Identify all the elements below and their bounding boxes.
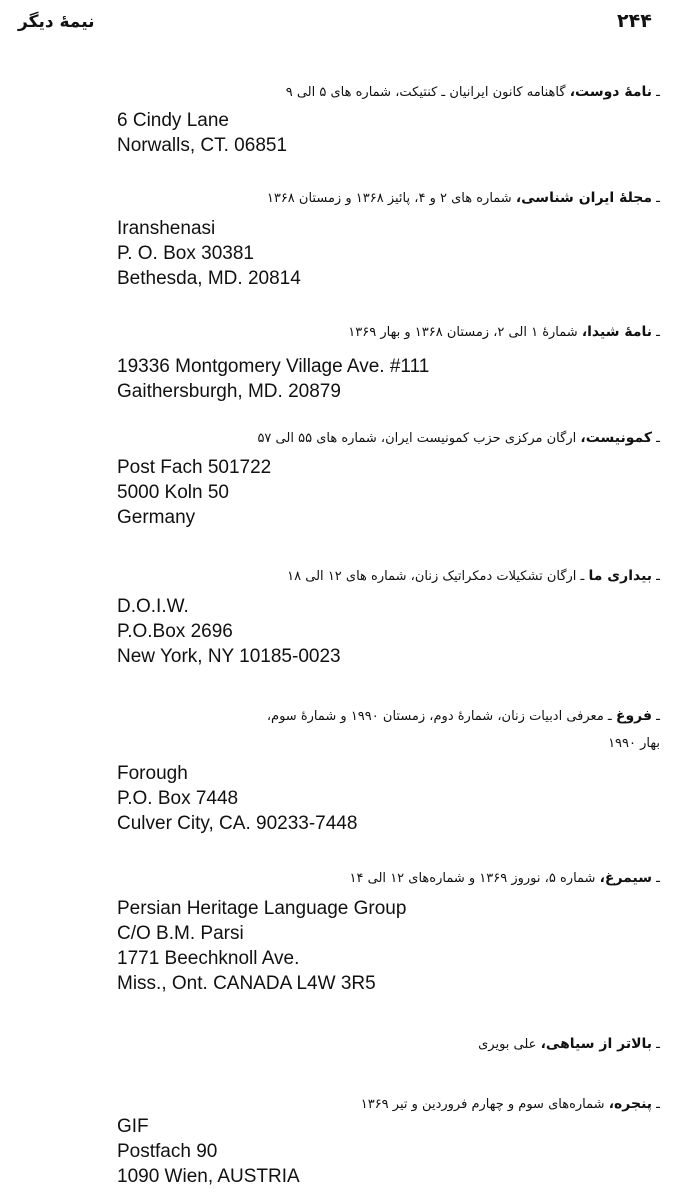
publication-title: کمونیست،: [580, 430, 653, 446]
address-line: Iranshenasi: [117, 218, 216, 239]
address-line: Postfach 90: [117, 1141, 218, 1162]
address-line: 6 Cindy Lane: [117, 110, 229, 131]
publication-title: بیداری ما: [588, 568, 653, 584]
address-line: Culver City, CA. 90233-7448: [117, 813, 358, 834]
address-line: Bethesda, MD. 20814: [117, 268, 301, 289]
address-line: 19336 Montgomery Village Ave. #111: [117, 356, 430, 377]
address-block: [117, 761, 357, 836]
publication-title: پنجره،: [608, 1096, 653, 1112]
address-line: P.O.Box 2696: [117, 621, 233, 642]
entry-heading: ـ فروغ ـ معرفی ادبیات زنان، شمارهٔ دوم، زمستان ۱۹۹۰ و شمارهٔ سوم،: [266, 708, 660, 724]
address-line: Germany: [117, 507, 196, 528]
publication-desc: علی بویری: [478, 1037, 537, 1052]
address-block: [117, 455, 271, 530]
publication-desc: شمارهٔ ۱ الی ۲، زمستان ۱۳۶۸ و بهار ۱۳۶۹: [348, 325, 578, 340]
address-block: [117, 594, 341, 669]
publication-desc: شماره های ۲ و ۴، پائیز ۱۳۶۸ و زمستان ۱۳۶۸: [266, 191, 512, 206]
address-block: [117, 216, 301, 291]
publication-title: سیمرغ،: [599, 870, 653, 886]
address-line: D.O.I.W.: [117, 596, 189, 617]
entry-heading: ـ کمونیست، ارگان مرکزی حزب کمونیست ایران، شماره های ۵۵ الی ۵۷: [257, 430, 660, 446]
entry-heading: ـ نامهٔ دوست، گاهنامه کانون ایرانیان ـ کنتیکت، شماره های ۵ الی ۹: [285, 84, 660, 100]
publication-desc: ارگان مرکزی حزب کمونیست ایران، شماره های ۵۵ الی ۵۷: [257, 431, 577, 446]
entry-heading: ـ نامهٔ شیدا، شمارهٔ ۱ الی ۲، زمستان ۱۳۶۸ و بهار ۱۳۶۹: [348, 324, 660, 340]
address-line: P. O. Box 30381: [117, 243, 254, 264]
publication-desc: شماره‌های سوم و چهارم فروردین و تیر ۱۳۶۹: [360, 1097, 605, 1112]
entry-heading: ـ بالاتر از سیاهی، علی بویری: [478, 1036, 660, 1052]
publication-title: نامهٔ شیدا،: [581, 324, 653, 340]
address-line: Miss., Ont. CANADA L4W 3R5: [117, 973, 376, 994]
entry-heading: ـ مجلهٔ ایران شناسی، شماره های ۲ و ۴، پائیز ۱۳۶۸ و زمستان ۱۳۶۸: [266, 190, 660, 206]
entry-heading-continuation: بهار ۱۹۹۰: [608, 736, 660, 751]
address-line: Norwalls, CT. 06851: [117, 135, 288, 156]
entry-heading: ـ پنجره، شماره‌های سوم و چهارم فروردین و تیر ۱۳۶۹: [360, 1096, 660, 1112]
entry-heading: ـ سیمرغ، شماره ۵، نوروز ۱۳۶۹ و شماره‌های ۱۲ الی ۱۴: [349, 870, 660, 886]
publication-title: مجلهٔ ایران شناسی،: [515, 190, 653, 206]
publication-title: نامهٔ دوست،: [569, 84, 653, 100]
publication-title: فروغ: [615, 708, 653, 724]
address-line: 5000 Koln 50: [117, 482, 229, 503]
running-header-title: نیمهٔ دیگر: [18, 12, 95, 32]
address-line: Gaithersburgh, MD. 20879: [117, 381, 341, 402]
address-line: 1090 Wien, AUSTRIA: [117, 1166, 300, 1187]
address-line: C/O B.M. Parsi: [117, 923, 244, 944]
address-line: 1771 Beechknoll Ave.: [117, 948, 300, 969]
publication-desc: شماره ۵، نوروز ۱۳۶۹ و شماره‌های ۱۲ الی ۱۴: [349, 871, 596, 886]
address-block: [117, 896, 406, 996]
publication-desc: ـ ارگان تشکیلات دمکراتیک زنان، شماره های ۱۲ الی ۱۸: [287, 569, 585, 584]
entry-heading: ـ بیداری ما ـ ارگان تشکیلات دمکراتیک زنان، شماره های ۱۲ الی ۱۸: [287, 568, 660, 584]
address-line: Post Fach 501722: [117, 457, 272, 478]
address-line: P.O. Box 7448: [117, 788, 239, 809]
address-line: Persian Heritage Language Group: [117, 898, 407, 919]
page-number: ۲۴۴: [617, 10, 652, 32]
publication-title: بالاتر از سیاهی،: [540, 1036, 653, 1052]
address-block: [117, 354, 429, 404]
publication-desc: گاهنامه کانون ایرانیان ـ کنتیکت، شماره های ۵ الی ۹: [285, 85, 566, 100]
address-block: [117, 1114, 300, 1189]
address-line: New York, NY 10185-0023: [117, 646, 341, 667]
address-block: [117, 108, 287, 158]
address-line: Forough: [117, 763, 188, 784]
publication-desc: ـ معرفی ادبیات زنان، شمارهٔ دوم، زمستان ۱۹۹۰ و شمارهٔ سوم،: [266, 709, 612, 724]
address-line: GIF: [117, 1116, 149, 1137]
